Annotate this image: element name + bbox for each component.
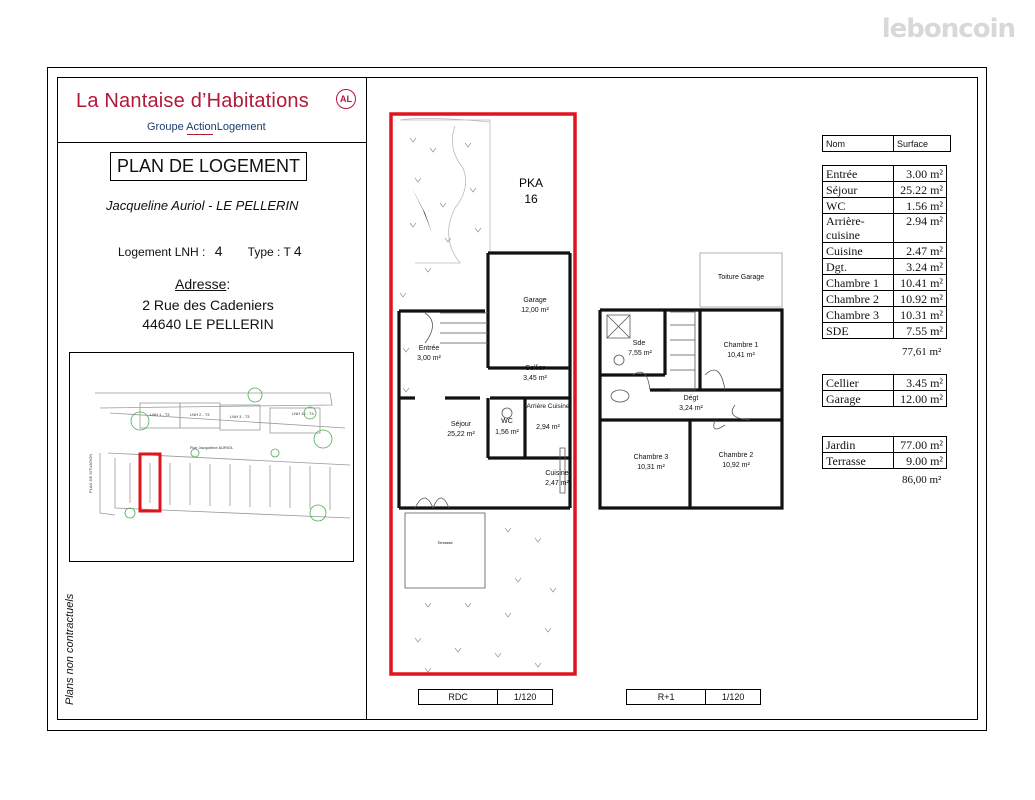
surface-value: 10.41 m² bbox=[894, 275, 947, 291]
rdc-area-cuisine: 2,47 m² bbox=[545, 480, 569, 487]
surface-value: 3.00 m² bbox=[894, 166, 947, 182]
surface-value: 12.00 m² bbox=[894, 391, 947, 407]
surface-name: Terrasse bbox=[823, 453, 894, 469]
surface-value: 10.92 m² bbox=[894, 291, 947, 307]
surface-table-annex bbox=[822, 374, 947, 407]
table-row bbox=[823, 291, 947, 307]
surface-name: Jardin bbox=[823, 437, 894, 453]
site-situation: PLAN DE SITUATION bbox=[88, 453, 93, 493]
floor-plan-rdc bbox=[385, 108, 585, 680]
table-row bbox=[823, 375, 947, 391]
rdc-room-garage: Garage bbox=[523, 297, 547, 304]
brand-subtitle bbox=[147, 121, 266, 135]
table-row bbox=[823, 166, 947, 182]
surface-table-header bbox=[822, 135, 951, 152]
surface-header-name: Nom bbox=[823, 136, 894, 152]
rdc-area-arriere: 2,94 m² bbox=[536, 424, 560, 431]
surface-value: 3.24 m² bbox=[894, 259, 947, 275]
type-value: 4 bbox=[293, 243, 302, 259]
watermark-logo: leboncoin bbox=[881, 14, 1015, 44]
site-lot-3: LNH 3 - T3 bbox=[230, 414, 250, 419]
r1-area-ch2: 10,92 m² bbox=[722, 462, 750, 469]
address-line1: 2 Rue des Cadeniers bbox=[142, 297, 274, 313]
r1-area-sde: 7,55 m² bbox=[628, 350, 652, 357]
rdc-area-sejour: 25,22 m² bbox=[447, 431, 475, 438]
table-row bbox=[823, 198, 947, 214]
site-street: Rue Jacqueline AURIOL bbox=[190, 445, 234, 450]
lnh-value: 4 bbox=[214, 243, 223, 259]
r1-room-toiture: Toiture Garage bbox=[717, 274, 765, 281]
surface-header-value: Surface bbox=[894, 136, 951, 152]
table-row bbox=[823, 307, 947, 323]
scale-r1-value: 1/120 bbox=[721, 692, 745, 702]
table-row bbox=[823, 275, 947, 291]
scale-rdc-value: 1/120 bbox=[513, 692, 537, 702]
r1-room-degt: Dégt bbox=[683, 395, 699, 402]
r1-room-sde: Sde bbox=[632, 340, 646, 347]
living-total: 77,61 m² bbox=[902, 346, 942, 358]
surface-name: Chambre 2 bbox=[823, 291, 894, 307]
parking-label bbox=[519, 176, 543, 206]
rdc-room-terrasse: Terrasse bbox=[437, 540, 453, 545]
site-lot-2: LNH 2 - T3 bbox=[190, 412, 210, 417]
table-row bbox=[823, 391, 947, 407]
table-row bbox=[823, 437, 947, 453]
rdc-room-entree: Entrée bbox=[418, 345, 440, 352]
rdc-room-sejour: Séjour bbox=[450, 421, 472, 428]
rdc-room-wc: WC bbox=[501, 418, 513, 425]
outdoor-total: 86,00 m² bbox=[902, 474, 942, 486]
scale-r1-level: R+1 bbox=[627, 690, 706, 704]
r1-room-ch3: Chambre 3 bbox=[633, 454, 669, 461]
surface-name: Entrée bbox=[823, 166, 894, 182]
surface-table-outdoor bbox=[822, 436, 947, 469]
left-panel-divider bbox=[366, 77, 367, 720]
header-divider bbox=[57, 142, 367, 143]
brand-badge: AL bbox=[336, 89, 356, 109]
floor-plan-r1 bbox=[595, 250, 790, 515]
surface-value: 10.31 m² bbox=[894, 307, 947, 323]
table-row bbox=[823, 214, 947, 243]
brand-underline bbox=[187, 134, 213, 135]
surface-name: Cellier bbox=[823, 375, 894, 391]
table-row bbox=[823, 323, 947, 339]
brand-subtitle-text: Groupe ActionLogement bbox=[147, 121, 266, 133]
surface-name: Cuisine bbox=[823, 243, 894, 259]
surface-name: Chambre 1 bbox=[823, 275, 894, 291]
logement-info bbox=[118, 243, 302, 259]
brand-name: La Nantaise d’Habitations bbox=[76, 90, 309, 112]
site-plan bbox=[69, 352, 354, 562]
surface-value: 7.55 m² bbox=[894, 323, 947, 339]
parking-line1: PKA bbox=[518, 176, 544, 190]
type-label: Type : T bbox=[247, 245, 291, 259]
table-row bbox=[823, 243, 947, 259]
address-label: Adresse: bbox=[175, 276, 231, 292]
surface-value: 25.22 m² bbox=[894, 182, 947, 198]
address-label-text: Adresse bbox=[175, 276, 227, 292]
site-plan-drawing bbox=[70, 353, 354, 562]
r1-room-ch1: Chambre 1 bbox=[723, 342, 759, 349]
disclaimer: Plans non contractuels bbox=[64, 593, 76, 705]
parking-line2: 16 bbox=[524, 192, 538, 206]
surface-name: Dgt. bbox=[823, 259, 894, 275]
surface-value: 2.47 m² bbox=[894, 243, 947, 259]
site-lot-1: LNH 1 - T3 bbox=[150, 412, 170, 417]
rdc-room-cellier: Cellier bbox=[525, 365, 545, 372]
rdc-room-arriere: Arrière Cuisine bbox=[526, 403, 570, 410]
table-row bbox=[823, 182, 947, 198]
surface-name: Garage bbox=[823, 391, 894, 407]
surface-value: 2.94 m² bbox=[894, 214, 947, 243]
rdc-area-entree: 3,00 m² bbox=[417, 355, 441, 362]
surface-value: 3.45 m² bbox=[894, 375, 947, 391]
north-arrow bbox=[412, 188, 432, 233]
scale-box-rdc bbox=[418, 689, 553, 705]
plan-title: PLAN DE LOGEMENT bbox=[110, 152, 307, 181]
surface-name: WC bbox=[823, 198, 894, 214]
r1-area-degt: 3,24 m² bbox=[679, 405, 703, 412]
rdc-room-cuisine: Cuisine bbox=[545, 470, 569, 477]
site-lot-4: LNH 12 - T4 bbox=[292, 411, 314, 416]
scale-box-r1 bbox=[626, 689, 761, 705]
rdc-area-garage: 12,00 m² bbox=[521, 307, 549, 314]
surface-table-living bbox=[822, 165, 947, 339]
surface-name: Arrière-cuisine bbox=[823, 214, 894, 243]
surface-name: Chambre 3 bbox=[823, 307, 894, 323]
surface-value: 1.56 m² bbox=[894, 198, 947, 214]
rdc-area-wc: 1,56 m² bbox=[495, 429, 519, 436]
r1-room-ch2: Chambre 2 bbox=[718, 452, 754, 459]
surface-name: SDE bbox=[823, 323, 894, 339]
surface-name: Séjour bbox=[823, 182, 894, 198]
lot-highlight-rdc bbox=[391, 114, 575, 674]
project-name: Jacqueline Auriol - LE PELLERIN bbox=[106, 198, 299, 213]
table-row bbox=[823, 453, 947, 469]
r1-area-ch3: 10,31 m² bbox=[637, 464, 665, 471]
lnh-label: Logement LNH : bbox=[118, 245, 206, 259]
address-line2: 44640 LE PELLERIN bbox=[142, 316, 274, 332]
surface-value: 77.00 m² bbox=[894, 437, 947, 453]
r1-area-ch1: 10,41 m² bbox=[727, 352, 755, 359]
scale-rdc-level: RDC bbox=[419, 690, 498, 704]
surface-value: 9.00 m² bbox=[894, 453, 947, 469]
table-row bbox=[823, 259, 947, 275]
rdc-area-cellier: 3,45 m² bbox=[523, 375, 547, 382]
